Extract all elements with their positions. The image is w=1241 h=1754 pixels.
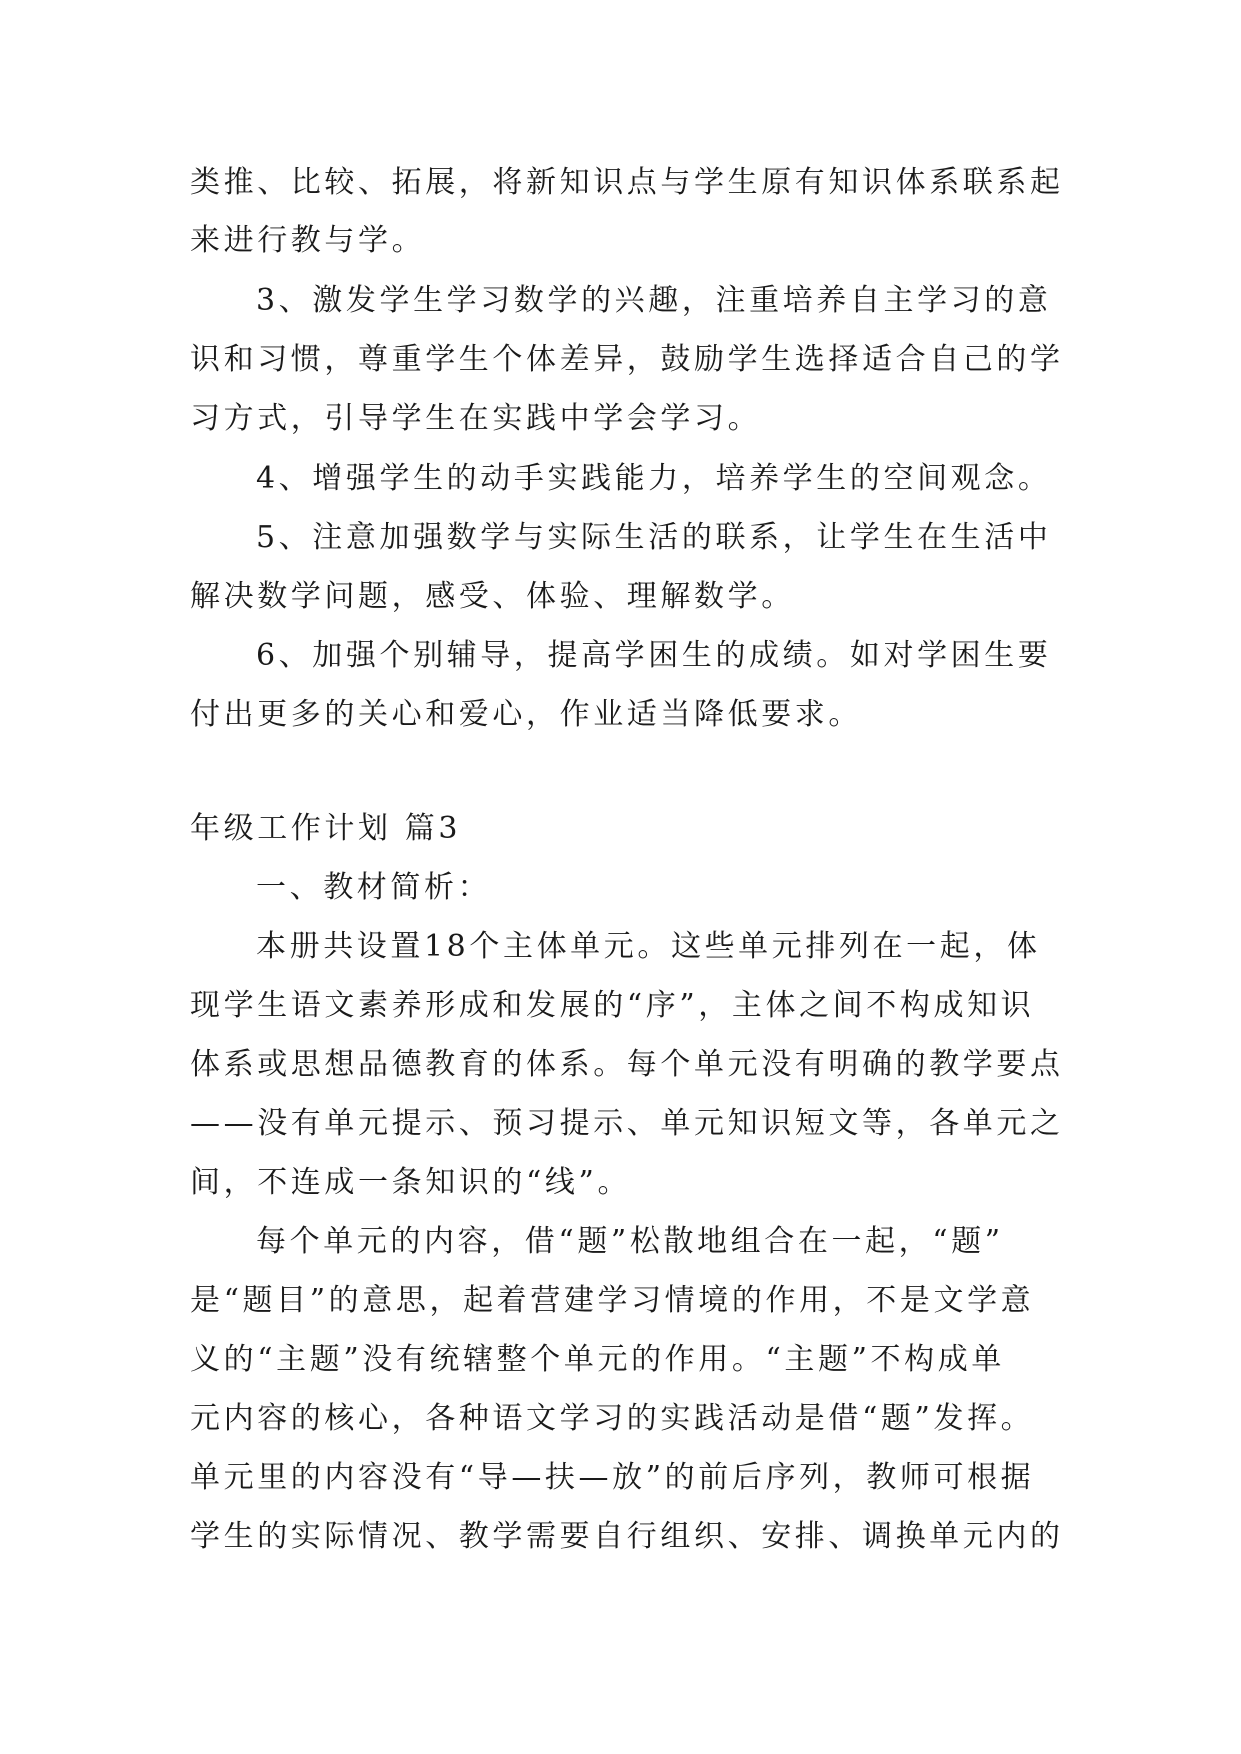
paragraph-line: 间，不连成一条知识的“线”。 [190, 1165, 632, 1200]
paragraph-line: 识和习惯，尊重学生个体差异，鼓励学生选择适合自己的学 [190, 342, 1064, 377]
paragraph-line: 4、增强学生的动手实践能力，培养学生的空间观念。 [256, 461, 1052, 496]
paragraph-line: 付出更多的关心和爱心，作业适当降低要求。 [190, 697, 862, 732]
paragraph-line: 每个单元的内容，借“题”松散地组合在一起，“题” [256, 1224, 1004, 1259]
paragraph-line: 解决数学问题，感受、体验、理解数学。 [190, 579, 795, 614]
paragraph-line: 5、注意加强数学与实际生活的联系，让学生在生活中 [256, 520, 1052, 555]
paragraph-line: 是“题目”的意思，起着营建学习情境的作用，不是文学意 [190, 1283, 1035, 1318]
paragraph-line: 单元里的内容没有“导—扶—放”的前后序列，教师可根据 [190, 1460, 1035, 1495]
paragraph-line: 3、激发学生学习数学的兴趣，注重培养自主学习的意 [256, 283, 1052, 318]
paragraph-line: 学生的实际情况、教学需要自行组织、安排、调换单元内的 [190, 1519, 1064, 1554]
paragraph-line: 类推、比较、拓展，将新知识点与学生原有知识体系联系起 [190, 165, 1064, 200]
paragraph-line: 义的“主题”没有统辖整个单元的作用。“主题”不构成单 [190, 1342, 1005, 1377]
paragraph-line: 体系或思想品德教育的体系。每个单元没有明确的教学要点 [190, 1047, 1064, 1082]
paragraph-line: 现学生语文素养形成和发展的“序”，主体之间不构成知识 [190, 988, 1035, 1023]
section-heading: 年级工作计划 篇3 [190, 811, 462, 846]
paragraph-line: 本册共设置18个主体单元。这些单元排列在一起，体 [256, 929, 1041, 964]
paragraph-line: 习方式，引导学生在实践中学会学习。 [190, 401, 762, 436]
paragraph-line: 6、加强个别辅导，提高学困生的成绩。如对学困生要 [256, 638, 1052, 673]
paragraph-line: ——没有单元提示、预习提示、单元知识短文等，各单元之 [190, 1106, 1064, 1141]
paragraph-line: 元内容的核心，各种语文学习的实践活动是借“题”发挥。 [190, 1401, 1035, 1436]
subsection-heading: 一、教材简析： [256, 870, 492, 905]
paragraph-line: 来进行教与学。 [190, 223, 426, 258]
